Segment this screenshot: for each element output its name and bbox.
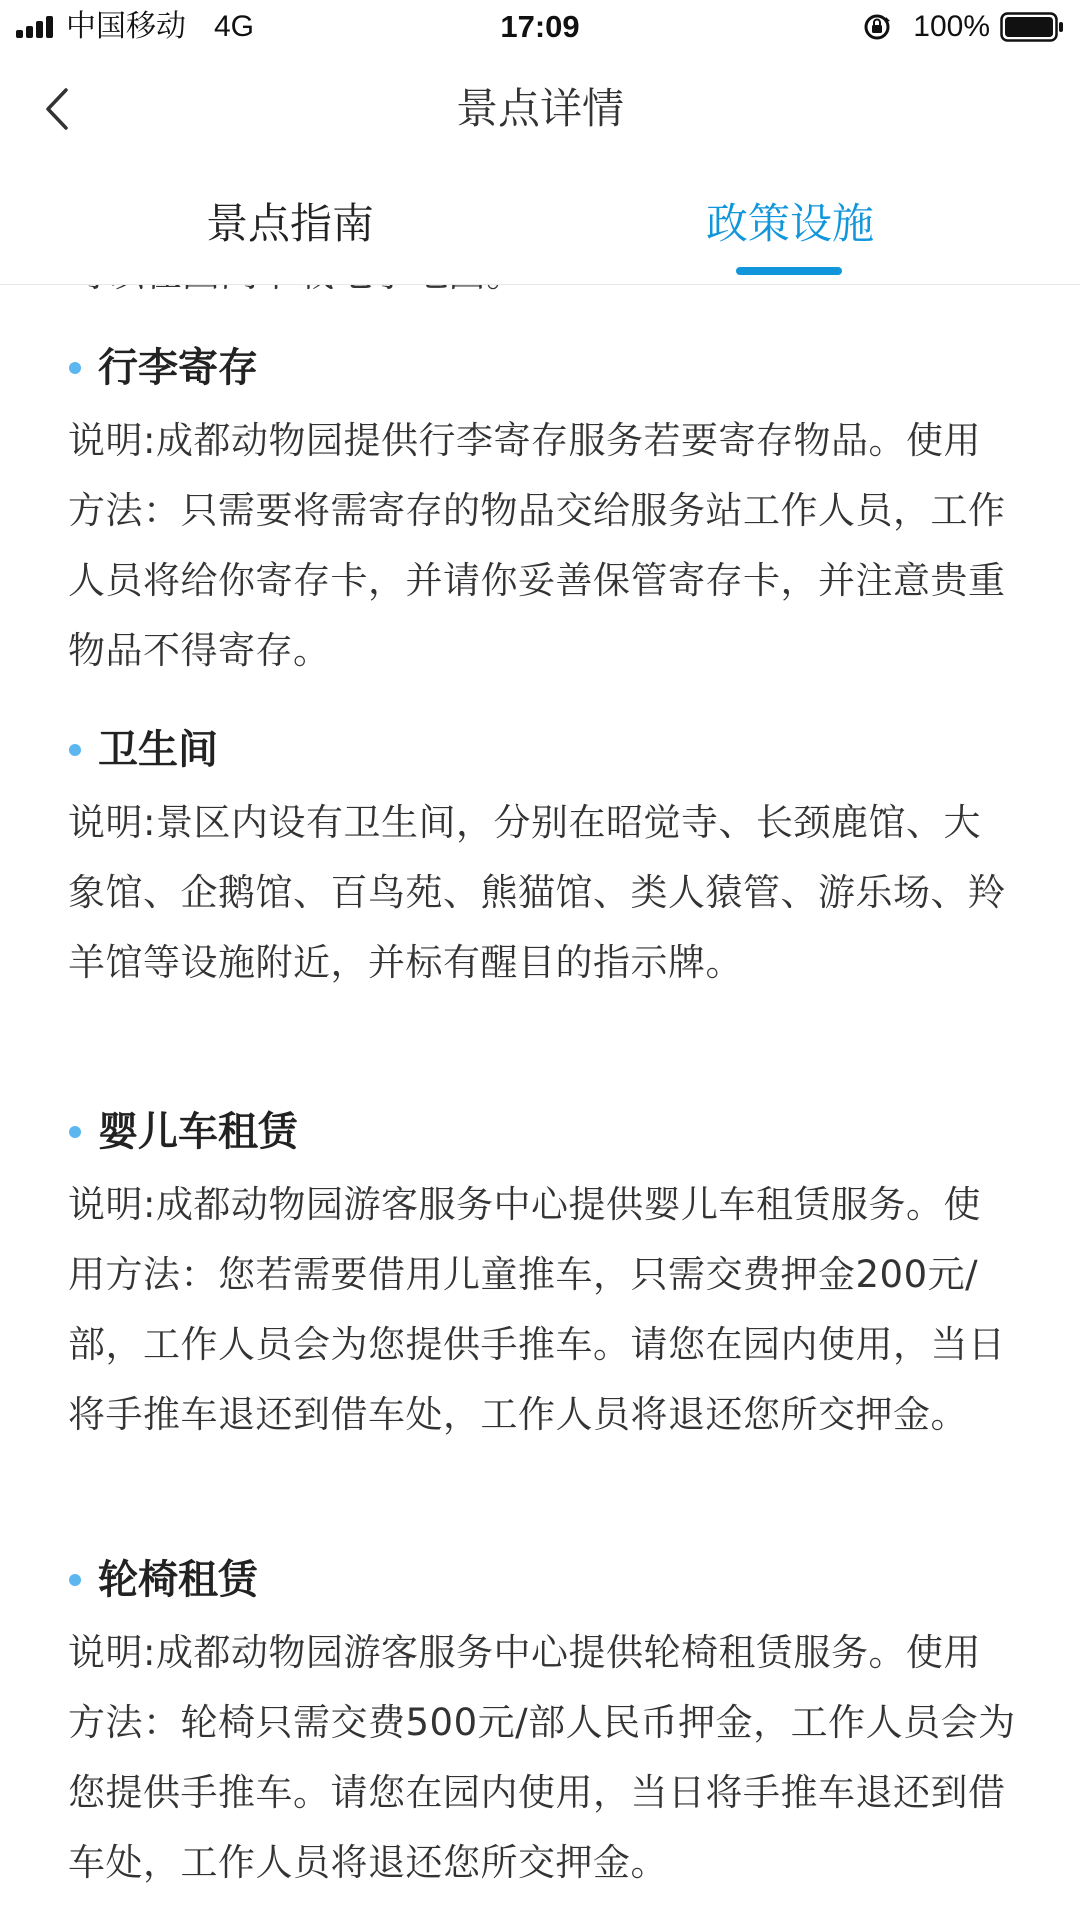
battery-icon bbox=[1000, 12, 1064, 42]
content-scroll-area[interactable] bbox=[0, 285, 1080, 1920]
status-bar bbox=[0, 0, 1080, 54]
battery-percent: 100% bbox=[913, 10, 990, 43]
bullet-dot bbox=[69, 1126, 81, 1138]
bullet-dot bbox=[69, 362, 81, 374]
navigation-bar bbox=[0, 54, 1080, 164]
page-title: 景点详情 bbox=[455, 84, 624, 133]
active-tab-indicator bbox=[736, 267, 842, 275]
section-title: 行李寄存 bbox=[98, 345, 258, 391]
status-time: 17:09 bbox=[500, 9, 580, 44]
rotation-lock-icon bbox=[862, 12, 894, 42]
section-title: 卫生间 bbox=[98, 727, 218, 773]
network-type: 4G bbox=[214, 10, 255, 43]
bullet-dot bbox=[69, 744, 81, 756]
tab-guide[interactable]: 景点指南 bbox=[205, 199, 374, 248]
carrier-name: 中国移动 bbox=[66, 10, 186, 43]
section-body: 说明:景区内设有卫生间，分别在昭觉寺、长颈鹿馆、大象馆、企鹅馆、百鸟苑、熊猫馆、类人猿管、游乐场、羚羊馆等设施附近，并标有醒目的指示牌。 bbox=[68, 801, 1006, 984]
section-body: 说明:成都动物园提供行李寄存服务若要寄存物品。使用方法：只需要将需寄存的物品交给服务站工作人员，工作人员将给你寄存卡，并请你妥善保管寄存卡，并注意贵重物品不得寄存。 bbox=[68, 419, 1006, 672]
section-title: 轮椅租赁 bbox=[98, 1557, 258, 1603]
section-body: 说明:成都动物园游客服务中心提供轮椅租赁服务。使用方法：轮椅只需交费500元/部人民币押金，工作人员会为您提供手推车。请您在园内使用，当日将手推车退还到借车处，工作人员将退还您所交押金。 bbox=[68, 1631, 1016, 1884]
tab-bar bbox=[0, 164, 1080, 285]
tab-policy-facilities[interactable]: 政策设施 bbox=[705, 199, 874, 248]
section-title: 婴儿车租赁 bbox=[98, 1109, 298, 1155]
bullet-dot bbox=[69, 1574, 81, 1586]
section-body: 说明:成都动物园游客服务中心提供婴儿车租赁服务。使用方法：您若需要借用儿童推车，只需交费押金200元/部，工作人员会为您提供手推车。请您在园内使用，当日将手推车退还到借车处，工作人员将退还您所交押金。 bbox=[68, 1183, 1006, 1436]
